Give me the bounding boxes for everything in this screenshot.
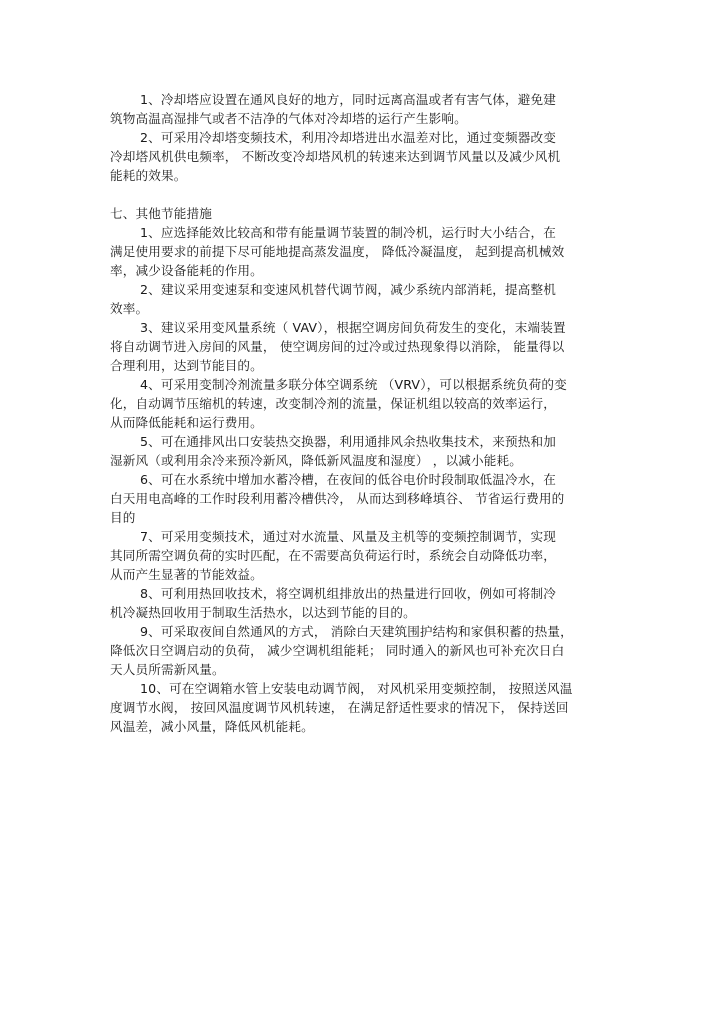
paragraph-2-line-1: 2、可采用冷却塔变频技术，利用冷却塔进出水温差对比，通过变频器改变 [140, 130, 556, 145]
item-5-line-1: 5、可在通排风出口安装热交换器，利用通排风余热收集技术，来预热和加 [140, 434, 556, 449]
paragraph-1-line-2: 筑物高温高湿排气或者不洁净的气体对冷却塔的运行产生影响。 [110, 111, 467, 126]
item-10-line-1: 10、可在空调箱水管上安装电动调节阀， 对风机采用变频控制， 按照送风温 [140, 681, 573, 696]
item-2-line-2: 效率。 [110, 301, 149, 316]
item-6-line-1: 6、可在水系统中增加水蓄冷槽，在夜间的低谷电价时段制取低温冷水，在 [140, 472, 556, 487]
paragraph-2-line-2: 冷却塔风机供电频率， 不断改变冷却塔风机的转速来达到调节风量以及减少风机 [110, 149, 561, 164]
item-1-line-2: 满足使用要求的前提下尽可能地提高蒸发温度， 降低冷凝温度， 起到提高机械效 [110, 244, 565, 259]
item-7-line-3: 从而产生显著的节能效益。 [110, 567, 263, 582]
item-8-line-2: 机冷凝热回收用于制取生活热水，以达到节能的目的。 [110, 605, 416, 620]
item-1-line-1: 1、应选择能效比较高和带有能量调节装置的制冷机，运行时大小结合，在 [140, 225, 556, 240]
item-10-line-3: 风温差，减小风量，降低风机能耗。 [110, 719, 314, 734]
item-8-line-1: 8、可利用热回收技术，将空调机组排放出的热量进行回收，例如可将制冷 [140, 586, 556, 601]
item-3-line-3: 合理利用，达到节能目的。 [110, 358, 263, 373]
section-heading: 七、其他节能措施 [110, 206, 212, 221]
item-9-line-2: 降低次日空调启动的负荷， 减少空调机组能耗； 同时通入的新风也可补充次日白 [110, 643, 565, 658]
item-9-line-3: 天人员所需新风量。 [110, 662, 225, 677]
item-7-line-1: 7、可采用变频技术，通过对水流量、风量及主机等的变频控制调节，实现 [140, 529, 556, 544]
item-3-line-2: 将自动调节进入房间的风量， 使空调房间的过冷或过热现象得以消除， 能量得以 [110, 339, 565, 354]
item-6-line-2: 白天用电高峰的工作时段利用蓄冷槽供冷， 从而达到移峰填谷、 节省运行费用的 [110, 491, 565, 506]
item-4-line-1: 4、可采用变制冷剂流量多联分体空调系统 （VRV），可以根据系统负荷的变 [140, 377, 567, 392]
item-5-line-2: 湿新风（或利用余冷来预冷新风，降低新风温度和湿度） ，以减小能耗。 [110, 453, 522, 468]
item-4-line-2: 化，自动调节压缩机的转速，改变制冷剂的流量，保证机组以较高的效率运行， [110, 396, 557, 411]
item-7-line-2: 其同所需空调负荷的实时匹配，在不需要高负荷运行时，系统会自动降低功率， [110, 548, 557, 563]
item-3-line-1: 3、建议采用变风量系统（ VAV），根据空调房间负荷发生的变化，末端装置 [140, 320, 566, 335]
item-2-line-1: 2、建议采用变速泵和变速风机替代调节阀，减少系统内部消耗，提高整机 [140, 282, 556, 297]
item-10-line-2: 度调节水阀， 按回风温度调节风机转速， 在满足舒适性要求的情况下， 保持送回 [110, 700, 569, 715]
item-6-line-3: 目的 [110, 510, 136, 525]
paragraph-2-line-3: 能耗的效果。 [110, 168, 187, 183]
item-4-line-3: 从而降低能耗和运行费用。 [110, 415, 263, 430]
item-9-line-1: 9、可采取夜间自然通风的方式， 消除白天建筑围护结构和家俱积蓄的热量， [140, 624, 573, 639]
item-1-line-3: 率，减少设备能耗的作用。 [110, 263, 263, 278]
paragraph-1-line-1: 1、冷却塔应设置在通风良好的地方，同时远离高温或者有害气体，避免建 [140, 92, 556, 107]
